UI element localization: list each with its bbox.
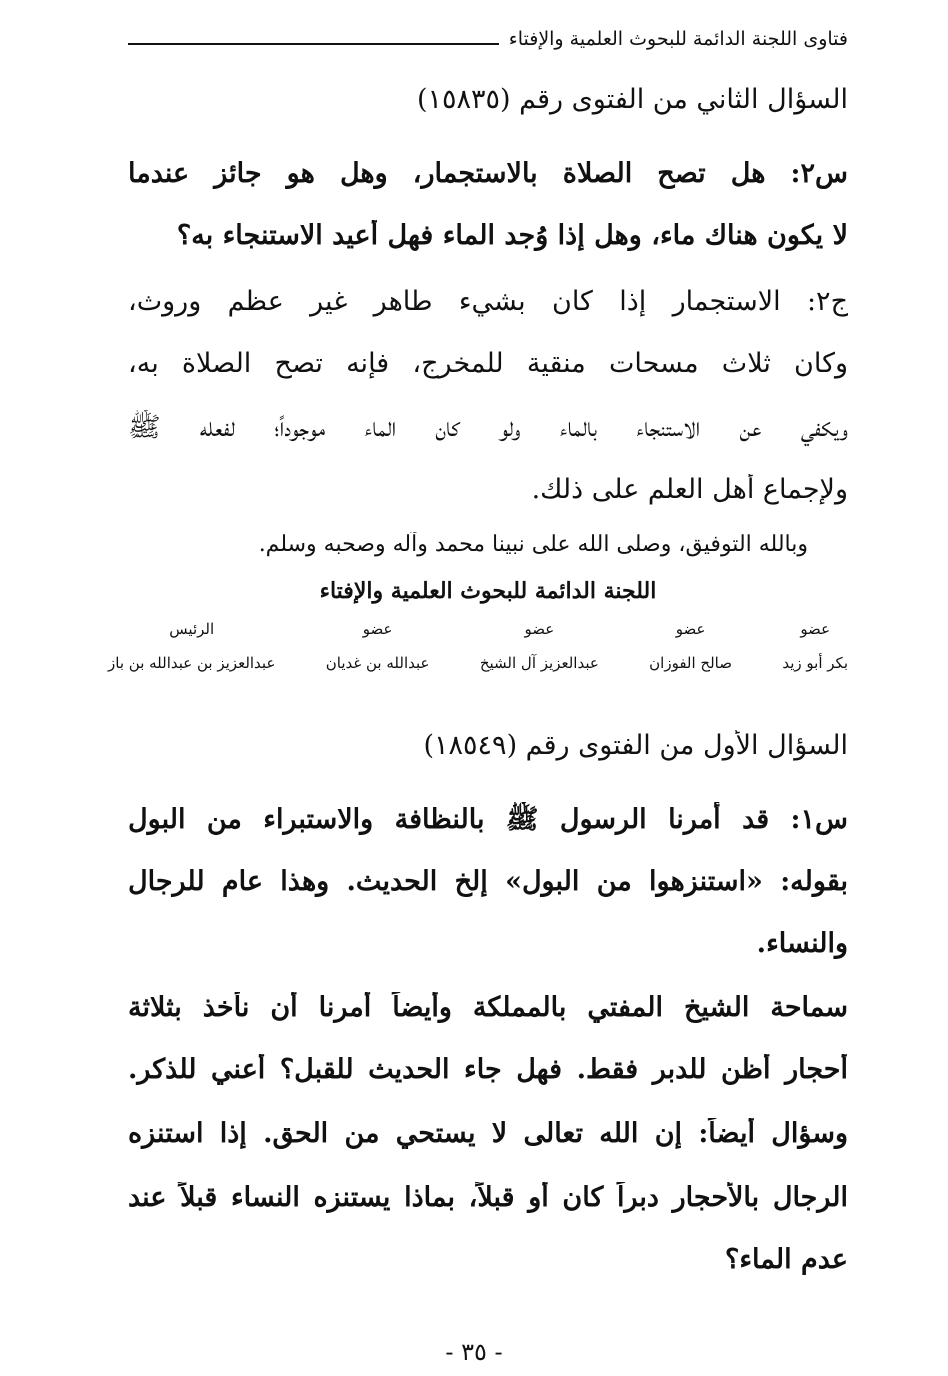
signatory-role: عضو — [675, 620, 706, 638]
fatwa-1-answer-line: ولإجماع أهل العلم على ذلك. — [531, 474, 848, 505]
signatory-name: بكر أبو زيد — [782, 654, 848, 672]
fatwa-1-answer-line: ج٢: الاستجمار إذا كان بشيء طاهر غير عظم وروث، — [128, 286, 848, 317]
fatwa-2-question-line: والنساء. — [756, 928, 848, 959]
signatory-role: عضو — [524, 620, 555, 638]
running-head — [128, 28, 848, 50]
fatwa-2-question-line: بقوله: «استنزهوا من البول» إلخ الحديث. وهذا عام للرجال — [128, 866, 848, 897]
signatory — [649, 620, 732, 672]
fatwa-2-question-line: سماحة الشيخ المفتي بالمملكة وأيضاً أمرنا أن نأخذ بثلاثة — [128, 992, 848, 1023]
fatwa-2-question-line: عدم الماء؟ — [725, 1244, 848, 1275]
signatory-role: الرئيس — [169, 620, 215, 638]
signatory-name: عبدالعزيز آل الشيخ — [479, 654, 599, 672]
signatory — [326, 620, 430, 672]
signatory-role: عضو — [800, 620, 831, 638]
fatwa-1-answer-line: وكان ثلاث مسحات منقية للمخرج، فإنه تصح الصلاة به، — [128, 348, 848, 379]
fatwa-1-question-line: لا يكون هناك ماء، وهل إذا وُجد الماء فهل أعيد الاستنجاء به؟ — [176, 220, 848, 251]
fatwa-2-question-line: أحجار أظن للدبر فقط. فهل جاء الحديث للقبل؟ أعني للذكر. — [128, 1054, 848, 1085]
fatwa-2-question-line: س١: قد أمرنا الرسول ﷺ بالنظافة والاستبراء من البول — [128, 804, 848, 835]
signatory-role: عضو — [362, 620, 393, 638]
fatwa-2-question-line: الرجال بالأحجار دبراً كان أو قبلاً، بماذا يستنزه النساء قبلاً عند — [128, 1182, 848, 1213]
closing-formula: وبالله التوفيق، وصلى الله على نبينا محمد وآله وصحبه وسلم. — [258, 532, 808, 557]
fatwa-2-heading: السؤال الأول من الفتوى رقم (١٨٥٤٩) — [423, 730, 848, 761]
signatory-name: عبدالعزيز بن عبدالله بن باز — [108, 654, 276, 672]
signatory — [480, 620, 599, 672]
page-number: - ٣٥ - — [445, 1338, 503, 1366]
signatory-name: عبدالله بن غديان — [325, 654, 430, 672]
signatory — [108, 620, 275, 672]
fatwa-1-answer-line: ويكفي عن الاستنجاء بالماء ولو كان الماء موجوداً؛ لفعله ﷺ — [128, 412, 848, 443]
signatories — [108, 620, 848, 672]
committee-title: اللجنة الدائمة للبحوث العلمية والإفتاء — [319, 578, 657, 604]
fatwa-1-question-line: س٢: هل تصح الصلاة بالاستجمار، وهل هو جائز عندما — [128, 158, 848, 189]
fatwa-1-heading: السؤال الثاني من الفتوى رقم (١٥٨٣٥) — [416, 84, 848, 115]
signatory — [782, 620, 848, 672]
running-head-title: فتاوى اللجنة الدائمة للبحوث العلمية والإفتاء — [508, 28, 848, 50]
fatwa-2-question-line: وسؤال أيضاً: إن الله تعالى لا يستحي من الحق. إذا استنزه — [128, 1118, 848, 1149]
signatory-name: صالح الفوزان — [649, 654, 732, 672]
running-head-rule — [128, 43, 499, 45]
